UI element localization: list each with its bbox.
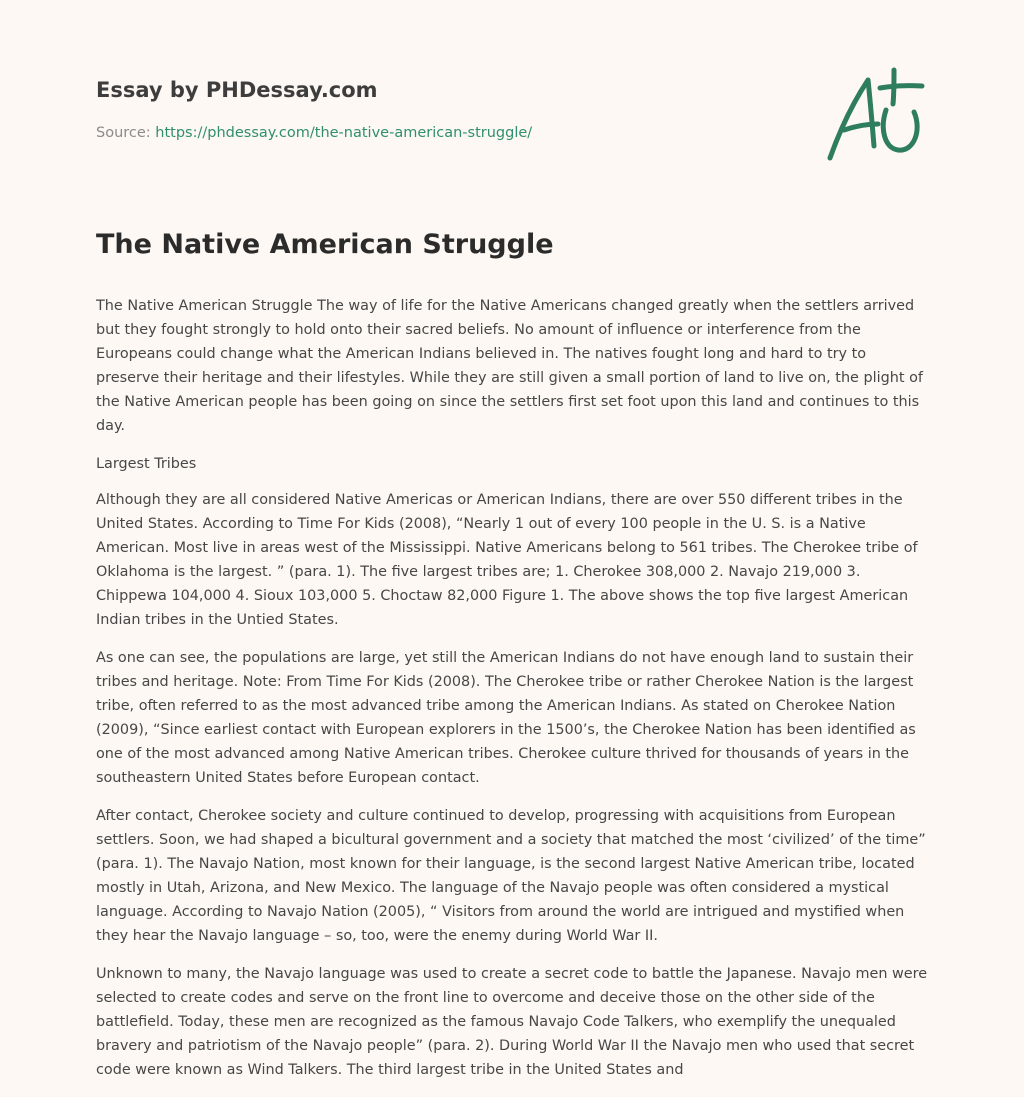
essay-content <box>96 222 930 1096</box>
source-label: Source: <box>96 125 151 141</box>
essay-paragraph: The Native American Struggle The way of life for the Native Americans changed greatly when the settlers arrived but they fought strongly to hold onto their sacred beliefs. No amount of influence or interference from the Europeans could change what the American Indians believed in. The natives fought long and hard to try to preserve their heritage and their lifestyles. While they are still given a small portion of land to live on, the plight of the Native American people has been going on since the settlers first set foot upon this land and continues to this day. <box>96 298 923 434</box>
site-brand: Essay by PHDessay.com <box>96 78 378 102</box>
essay-paragraph: As one can see, the populations are large, yet still the American Indians do not have enough land to sustain their tribes and heritage. Note: From Time For Kids (2008). The Cherokee tribe or rather Cherokee Nation is the largest tribe, often referred to as the most advanced tribe among the American Indians. As stated on Cherokee Nation (2009), “Since earliest contact with European explorers in the 1500’s, the Cherokee Nation has been identified as one of the most advanced among Native American tribes. Cherokee culture thrived for thousands of years in the southeastern United States before European contact. <box>96 650 916 786</box>
source-line <box>96 122 736 144</box>
source-link[interactable]: https://phdessay.com/the-native-american-struggle/ <box>155 125 533 141</box>
essay-title: The Native American Struggle <box>96 229 554 260</box>
a-plus-grade-icon <box>822 64 926 168</box>
essay-paragraph: After contact, Cherokee society and culture continued to develop, progressing with acquisitions from European settlers. Soon, we had shaped a bicultural government and a society that matched the most ‘civilized’ of the time” (para. 1). The Navajo Nation, most known for their language, is the second largest Native American tribe, located mostly in Utah, Arizona, and New Mexico. The language of the Navajo people was often considered a mystical language. According to Navajo Nation (2005), “ Visitors from around the world are intrigued and mystified when they hear the Navajo language – so, too, were the enemy during World War II. <box>96 808 926 944</box>
section-heading: Largest Tribes <box>96 456 197 472</box>
document-header <box>96 72 736 144</box>
essay-paragraph: Although they are all considered Native Americas or American Indians, there are over 550 different tribes in the United States. According to Time For Kids (2008), “Nearly 1 out of every 100 people in the U. S. is a Native American. Most live in areas west of the Mississippi. Native Americans belong to 561 tribes. The Cherokee tribe of Oklahoma is the largest. ” (para. 1). The five largest tribes are; 1. Cherokee 308,000 2. Navajo 219,000 3. Chippewa 104,000 4. Sioux 103,000 5. Choctaw 82,000 Figure 1. The above shows the top five largest American Indian tribes in the Untied States. <box>96 492 918 628</box>
essay-paragraph: Unknown to many, the Navajo language was used to create a secret code to battle the Japanese. Navajo men were selected to create codes and serve on the front line to overcome and deceive those on the other side of the battlefield. Today, these men are recognized as the famous Navajo Code Talkers, who exemplify the unequaled bravery and patriotism of the Navajo people” (para. 2). During World War II the Navajo men who used that secret code were known as Wind Talkers. The third largest tribe in the United States and <box>96 966 928 1078</box>
